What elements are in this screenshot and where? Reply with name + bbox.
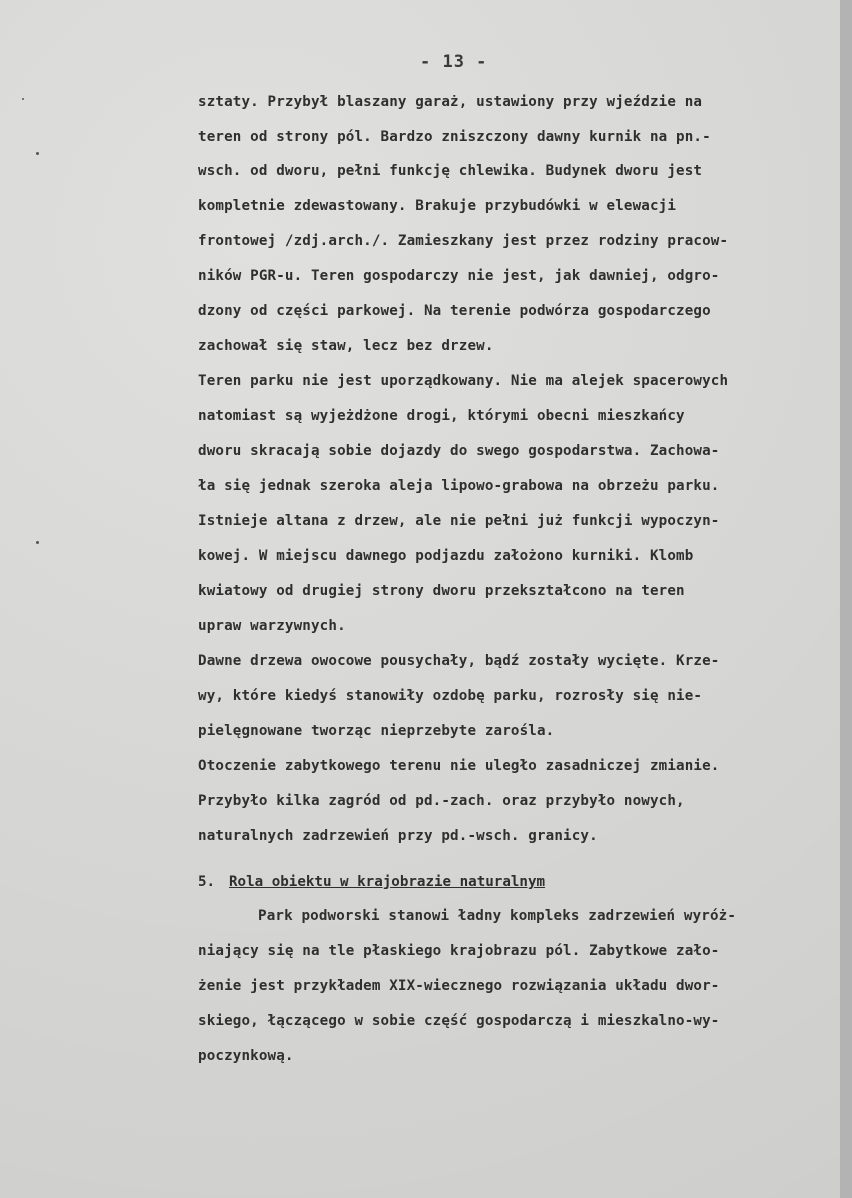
text-line: ła się jednak szeroka aleja lipowo-grabowa na obrzeżu parku. [198, 478, 720, 494]
text-line: upraw warzywnych. [198, 618, 346, 634]
text-line: sztaty. Przybył blaszany garaż, ustawiony przy wjeździe na [198, 94, 703, 110]
section-title: Rola obiektu w krajobrazie naturalnym [229, 874, 546, 890]
text-line: Park podworski stanowi ładny kompleks zadrzewień wyróż- [258, 908, 737, 924]
text-line: wsch. od dworu, pełni funkcję chlewika. Budynek dworu jest [198, 163, 703, 179]
text-line: Teren parku nie jest uporządkowany. Nie ma alejek spacerowych [198, 373, 729, 389]
text-line: kowej. W miejscu dawnego podjazdu założono kurniki. Klomb [198, 548, 694, 564]
scan-speck [22, 98, 24, 100]
text-line: kompletnie zdewastowany. Brakuje przybudówki w elewacji [198, 198, 677, 214]
section-number: 5. [198, 874, 216, 890]
scan-speck [36, 152, 39, 155]
text-line: frontowej /zdj.arch./. Zamieszkany jest przez rodziny pracow- [198, 233, 729, 249]
page-number: - 13 - [420, 52, 488, 72]
text-line: skiego, łączącego w sobie część gospodarczą i mieszkalno-wy- [198, 1013, 720, 1029]
text-line: zachował się staw, lecz bez drzew. [198, 338, 494, 354]
text-line: kwiatowy od drugiej strony dworu przekształcono na teren [198, 583, 685, 599]
text-line: Przybyło kilka zagród od pd.-zach. oraz przybyło nowych, [198, 793, 685, 809]
text-line: dzony od części parkowej. Na terenie podwórza gospodarczego [198, 303, 711, 319]
text-line: żenie jest przykładem XIX-wiecznego rozwiązania układu dwor- [198, 978, 720, 994]
text-line: natomiast są wyjeżdżone drogi, którymi obecni mieszkańcy [198, 408, 685, 424]
text-line: poczynkową. [198, 1048, 294, 1064]
text-line: ników PGR-u. Teren gospodarczy nie jest, jak dawniej, odgro- [198, 268, 720, 284]
text-line: niający się na tle płaskiego krajobrazu pól. Zabytkowe zało- [198, 943, 720, 959]
scan-edge [840, 0, 852, 1198]
text-line: Istnieje altana z drzew, ale nie pełni już funkcji wypoczyn- [198, 513, 720, 529]
text-line: wy, które kiedyś stanowiły ozdobę parku, rozrosły się nie- [198, 688, 703, 704]
text-line: Dawne drzewa owocowe pousychały, bądź zostały wycięte. Krze- [198, 653, 720, 669]
text-line: pielęgnowane tworząc nieprzebyte zarośla. [198, 723, 555, 739]
text-line: naturalnych zadrzewień przy pd.-wsch. granicy. [198, 828, 598, 844]
text-line: dworu skracają sobie dojazdy do swego gospodarstwa. Zachowa- [198, 443, 720, 459]
scan-speck [36, 541, 39, 544]
text-line: Otoczenie zabytkowego terenu nie uległo zasadniczej zmianie. [198, 758, 720, 774]
text-line: teren od strony pól. Bardzo zniszczony dawny kurnik na pn.- [198, 129, 711, 145]
